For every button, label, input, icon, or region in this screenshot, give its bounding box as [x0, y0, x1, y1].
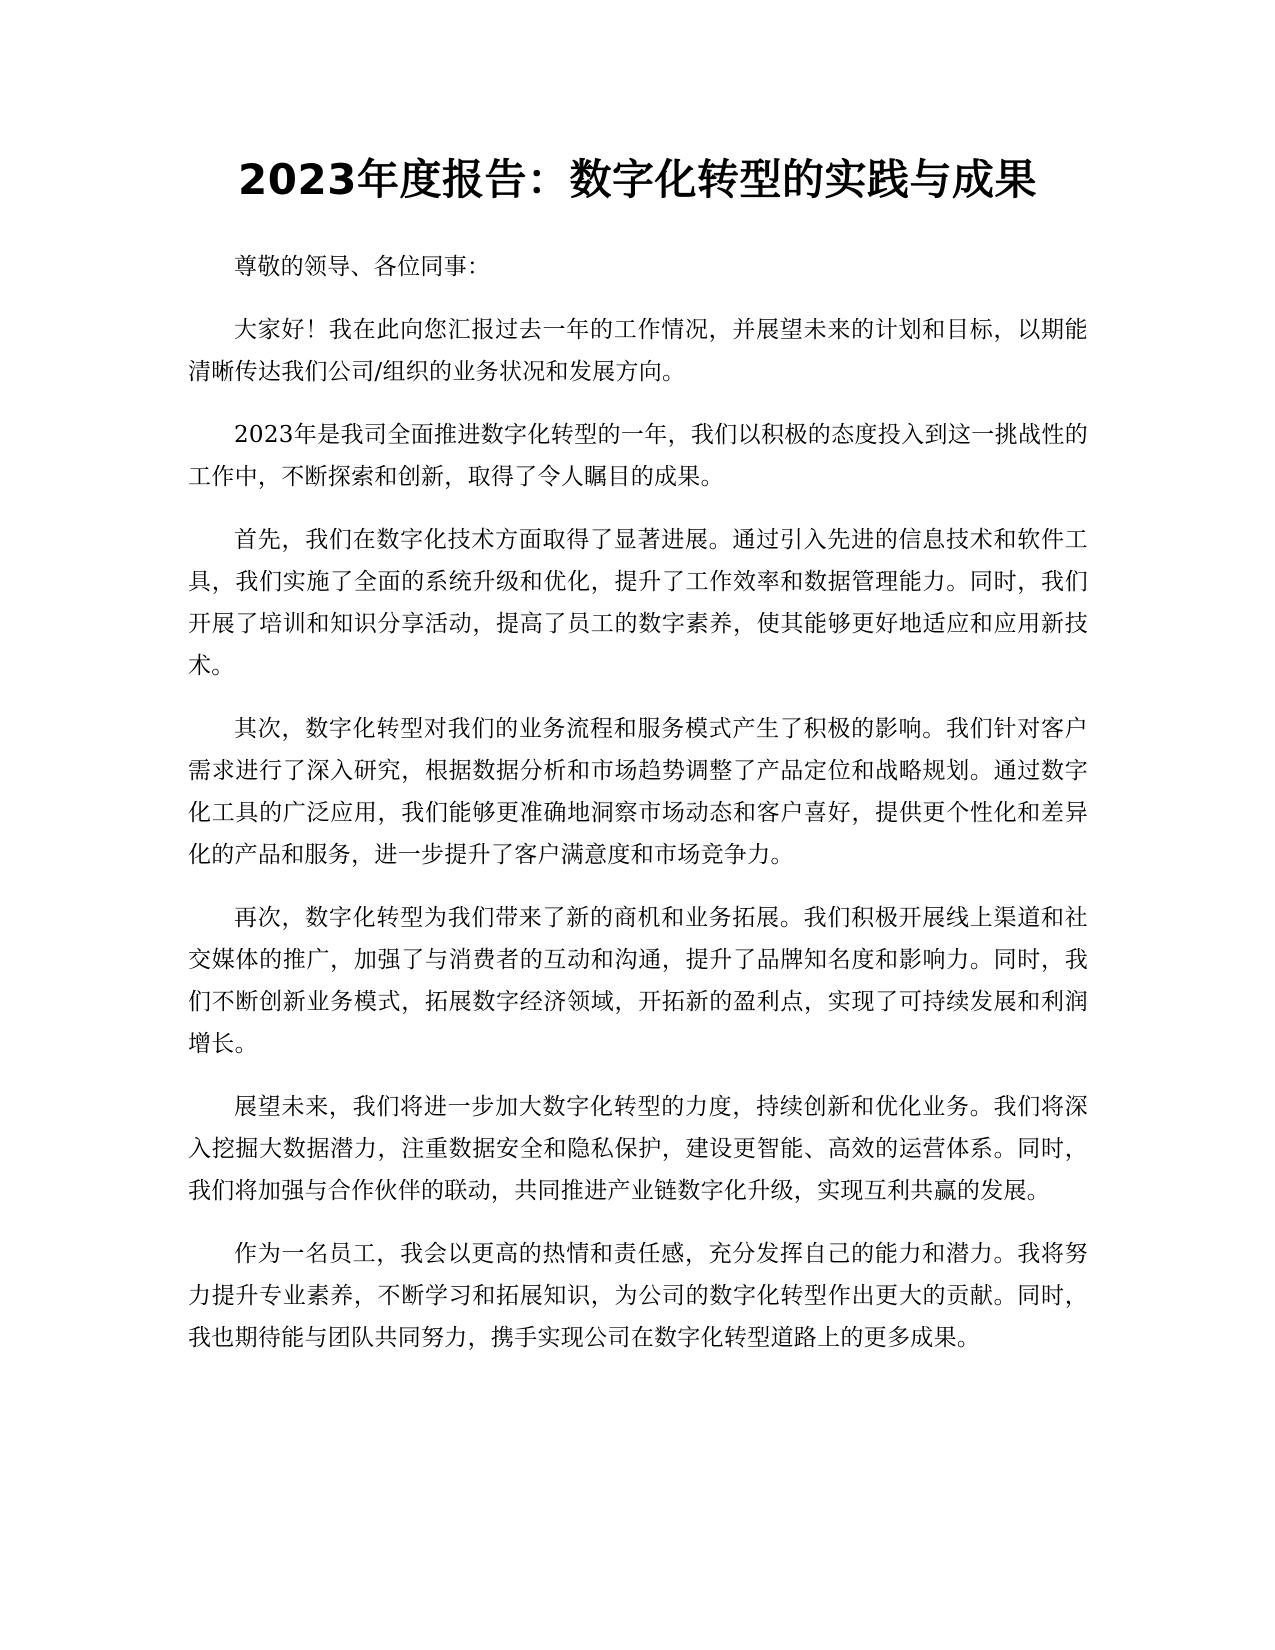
paragraph-overview: 2023年是我司全面推进数字化转型的一年，我们以积极的态度投入到这一挑战性的工作中，不断探索和创新，取得了令人瞩目的成果。 — [188, 422, 1088, 490]
paragraph-salutation: 尊敬的领导、各位同事： — [234, 254, 491, 280]
document-body — [188, 246, 1088, 1380]
paragraph-outlook: 展望未来，我们将进一步加大数字化转型的力度，持续创新和优化业务。我们将深入挖掘大数据潜力，注重数据安全和隐私保护，建设更智能、高效的运营体系。同时，我们将加强与合作伙伴的联动，共同推进产业链数字化升级，实现互利共赢的发展。 — [188, 1094, 1088, 1204]
paragraph-personal-commitment: 作为一名员工，我会以更高的热情和责任感，充分发挥自己的能力和潜力。我将努力提升专业素养，不断学习和拓展知识，为公司的数字化转型作出更大的贡献。同时，我也期待能与团队共同努力，携手实现公司在数字化转型道路上的更多成果。 — [188, 1241, 1088, 1351]
paragraph-business-expansion: 再次，数字化转型为我们带来了新的商机和业务拓展。我们积极开展线上渠道和社交媒体的推广，加强了与消费者的互动和沟通，提升了品牌知名度和影响力。同时，我们不断创新业务模式，拓展数字经济领域，开拓新的盈利点，实现了可持续发展和利润增长。 — [188, 905, 1088, 1057]
paragraph-technology: 首先，我们在数字化技术方面取得了显著进展。通过引入先进的信息技术和软件工具，我们实施了全面的系统升级和优化，提升了工作效率和数据管理能力。同时，我们开展了培训和知识分享活动，提高了员工的数字素养，使其能够更好地适应和应用新技术。 — [188, 527, 1088, 679]
paragraph-greeting: 大家好！我在此向您汇报过去一年的工作情况，并展望未来的计划和目标，以期能清晰传达我们公司/组织的业务状况和发展方向。 — [188, 317, 1088, 385]
paragraph-business-process: 其次，数字化转型对我们的业务流程和服务模式产生了积极的影响。我们针对客户需求进行了深入研究，根据数据分析和市场趋势调整了产品定位和战略规划。通过数字化工具的广泛应用，我们能够更准确地洞察市场动态和客户喜好，提供更个性化和差异化的产品和服务，进一步提升了客户满意度和市场竞争力。 — [188, 716, 1088, 868]
document-title: 2023年度报告：数字化转型的实践与成果 — [238, 155, 1037, 204]
